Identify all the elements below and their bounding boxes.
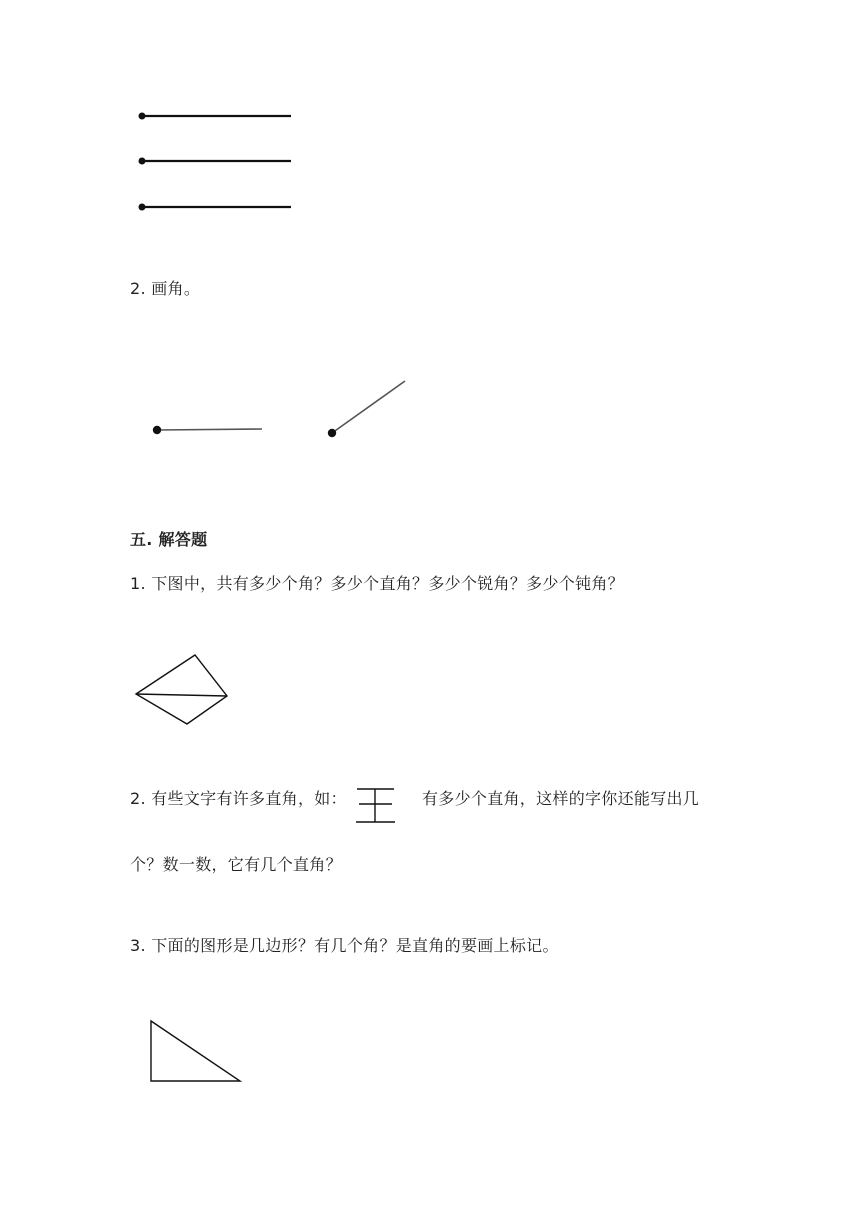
section-title: 五. 解答题 xyxy=(130,530,208,549)
question-draw-angle: 2. 画角。 xyxy=(130,279,201,298)
question-2-text-after: 有多少个直角，这样的字你还能写出几 xyxy=(422,789,700,808)
question-3-text: 3. 下面的图形是几边形？有几个角？是直角的要画上标记。 xyxy=(130,936,559,955)
question-2-text-before: 2. 有些文字有许多直角，如： xyxy=(130,789,347,808)
question-2-text-line2: 个？数一数，它有几个直角？ xyxy=(130,855,342,874)
question-1-text: 1. 下图中，共有多少个角？多少个直角？多少个锐角？多少个钝角？ xyxy=(130,574,624,593)
